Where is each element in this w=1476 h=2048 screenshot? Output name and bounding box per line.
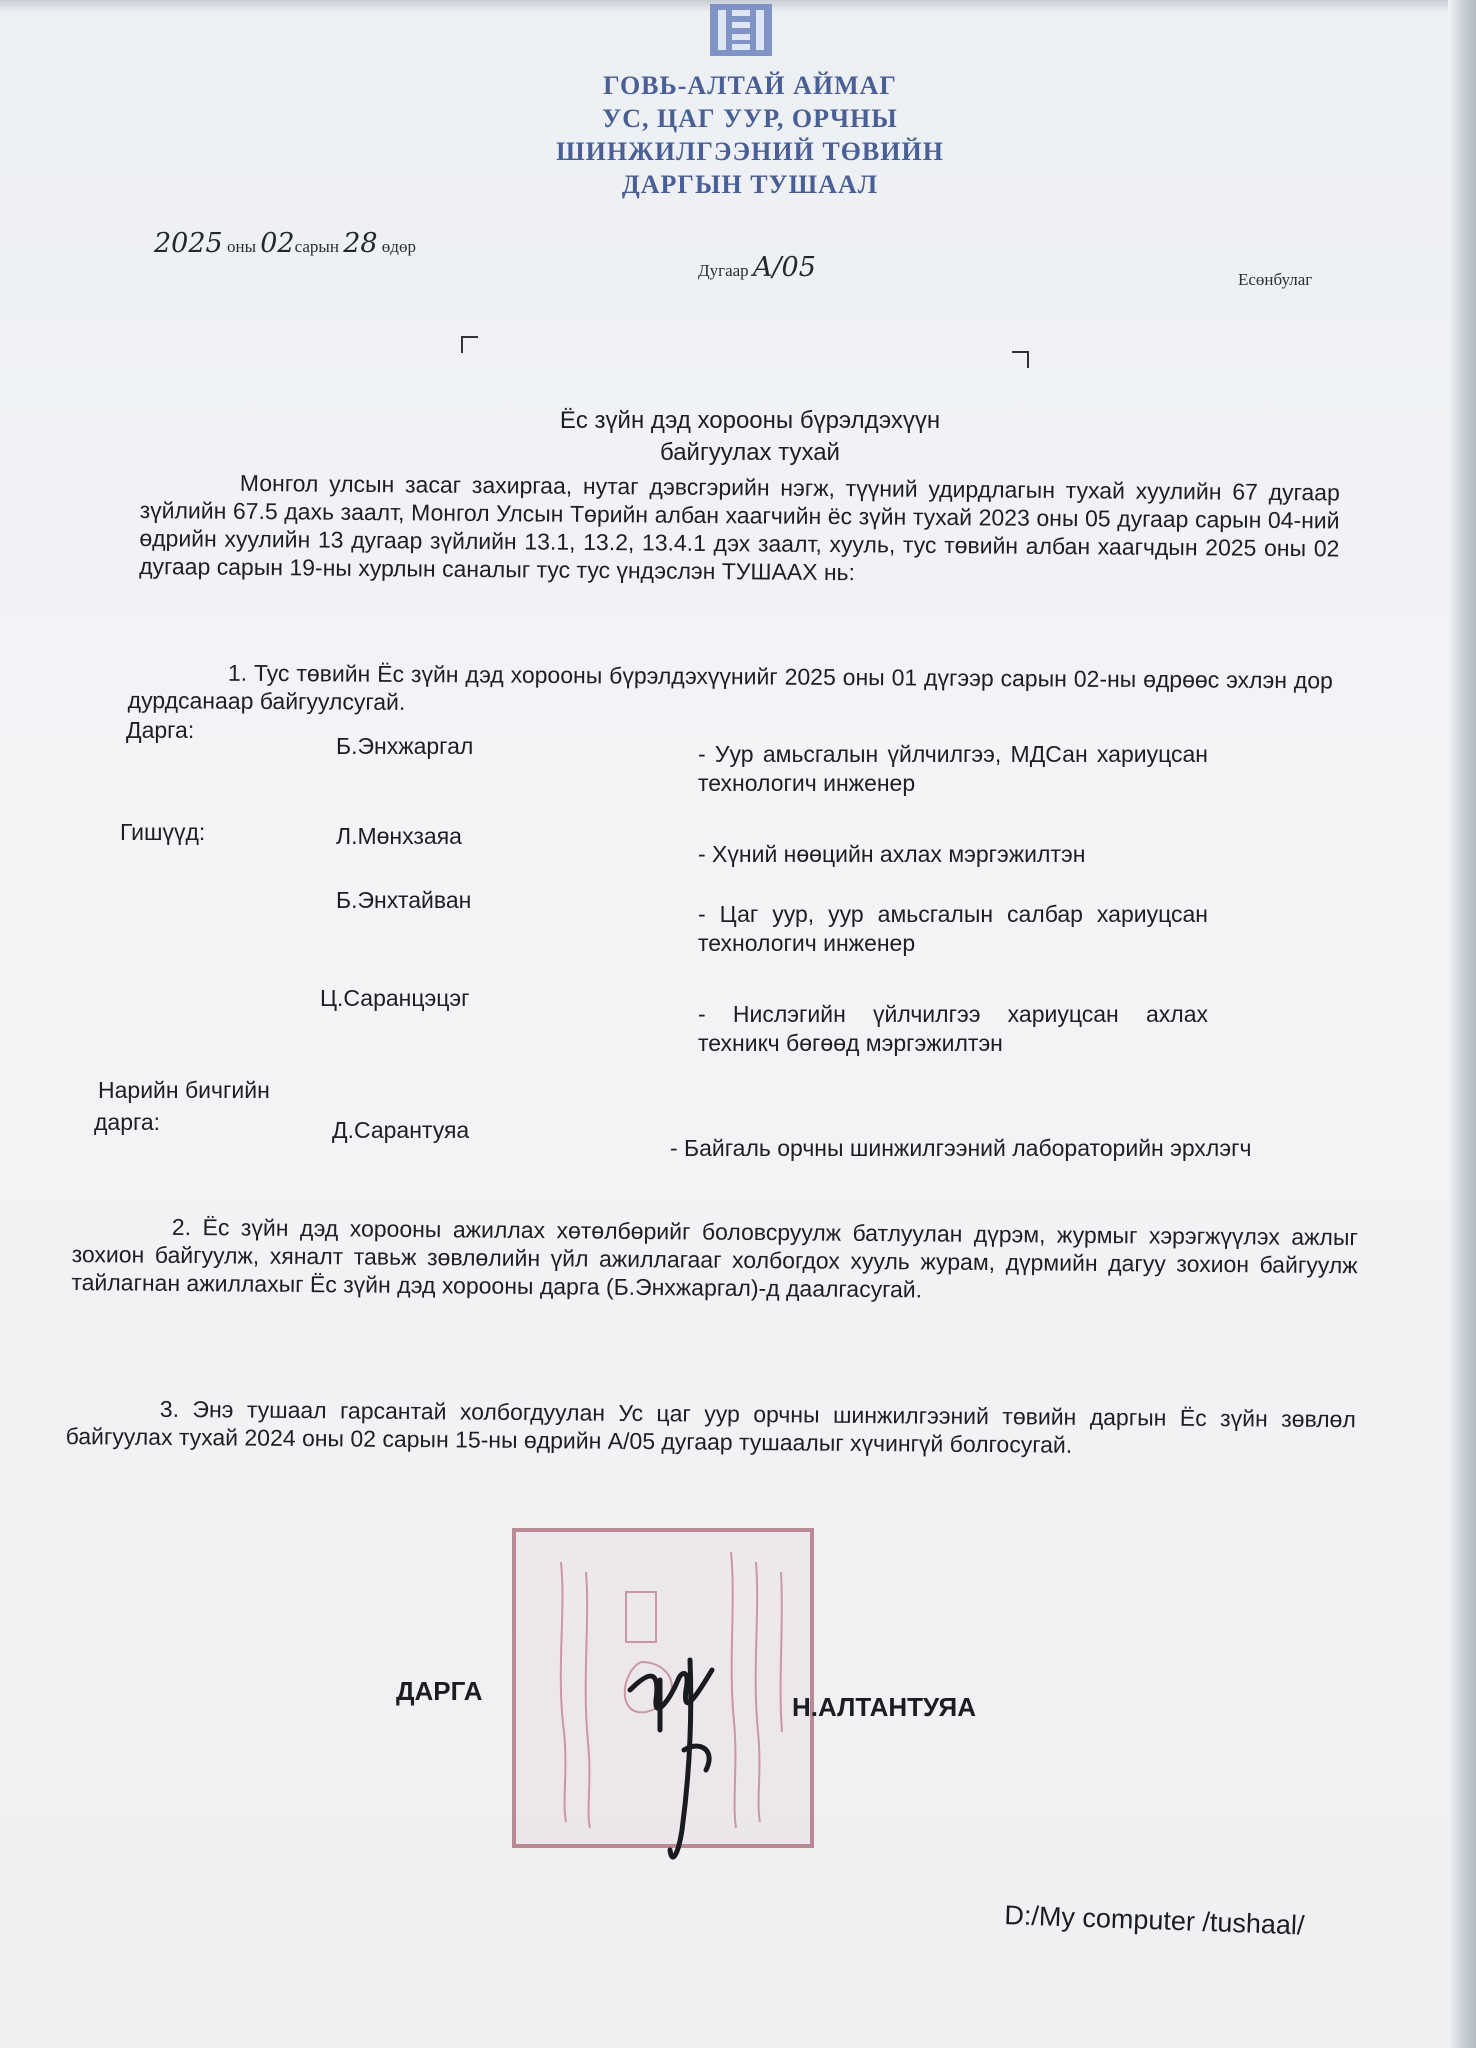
chair-label: Дарга: [126, 717, 195, 743]
state-emblem-icon [700, 0, 782, 60]
member-name-2: Л.Мөнхзаяа [336, 823, 462, 849]
signatory-position: ДАРГА [396, 1676, 483, 1706]
corner-mark-right-icon [1010, 350, 1030, 370]
order-number [698, 252, 816, 283]
document-title-line-2: байгуулах тухай [660, 439, 840, 466]
order-number-value: A/05 [752, 252, 816, 283]
date-month-label: сарын [294, 237, 339, 256]
date-day: 28 [343, 228, 378, 259]
member-role-4: - Нислэгийн үйлчилгээ хариуцсан ахлах техникч бөгөөд мэргэжилтэн [698, 1001, 1208, 1056]
date-month: 02 [260, 228, 295, 259]
member-role-2: - Хүний нөөцийн ахлах мэргэжилтэн [698, 841, 1086, 867]
member-name-4: Ц.Саранцэцэг [320, 985, 470, 1011]
preamble-paragraph: Монгол улсын засаг захиргаа, нутаг дэвсгэрийн нэгж, түүний удирдлагын тухай хуулийн 67 дугаар зүйлийн 67.5 дахь заалт, Монгол Улсын Төрийн албан хаагчийн ёс зүйн тухай 2023 оны 05 дугаар сарын 04-ний өдрийн хуулийн 13 дугаар зүйлийн 13.1, 13.2, 13.4.1 дэх заалт, хууль, тус төвийн албан хаагчдын 2025 оны 02 дугаар сарын 19-ны хурлын саналыг тус тус үндэслэн ТУШААХ нь: [139, 469, 1340, 586]
header-line-4: ДАРГЫН ТУШААЛ [621, 170, 879, 199]
page-edge [1448, 0, 1476, 2048]
member-name-1: Б.Энхжаргал [336, 733, 474, 759]
member-role-1: - Уур амьсгалын үйлчилгээ, МДСан хариуцсан технологич инженер [698, 741, 1208, 796]
date-year: 2025 [154, 228, 223, 259]
date-year-label: оны [226, 237, 256, 256]
signatory-name: Н.АЛТАНТУЯА [792, 1692, 977, 1722]
document-title-line-1: Ёс зүйн дэд хорооны бүрэлдэхүүн [559, 407, 941, 434]
secretary-label-line-1: Нарийн бичгийн [98, 1077, 270, 1103]
member-role-5: - Байгаль орчны шинжилгээний лабораторийн эрхлэгч [670, 1135, 1252, 1161]
header-line-3: ШИНЖИЛГЭЭНИЙ ТӨВИЙН [556, 137, 944, 166]
clause-2: 2. Ёс зүйн дэд хорооны ажиллах хөтөлбөрийг боловсруулж батлуулан дүрэм, журмыг хэрэгжүүлэх ажлыг зохион байгуулж, хяналт тавьж зөвлөлийн үйл ажиллагааг холбогдох хууль журам, дүрмийн дагуу зохион байгуулж тайлагнан ажиллахыг Ёс зүйн дэд хорооны дарга (Б.Энхжаргал)-д даалгасугай. [71, 1213, 1358, 1303]
header-line-1: ГОВЬ-АЛТАЙ АЙМАГ [603, 71, 897, 100]
place-name: Есөнбулаг [1238, 270, 1313, 289]
member-name-3: Б.Энхтайван [336, 887, 472, 913]
corner-mark-left-icon [460, 335, 480, 355]
secretary-label-line-2: дарга: [94, 1109, 161, 1135]
date-day-label: өдөр [381, 237, 416, 256]
signature-mark-icon [620, 1630, 730, 1870]
clause-3: 3. Энэ тушаал гарсантай холбогдуулан Ус цаг уур орчны шинжилгээний төвийн даргын Ёс зүйн зөвлөл байгуулах тухай 2024 оны 02 сарын 15-ны өдрийн А/05 дугаар тушаалыг хүчингүй болгосугай. [65, 1395, 1356, 1458]
header-line-2: УС, ЦАГ УУР, ОРЧНЫ [602, 104, 898, 133]
members-label: Гишүүд: [120, 819, 206, 845]
member-role-3: - Цаг уур, уур амьсгалын салбар хариуцсан технологич инженер [698, 901, 1208, 956]
file-path-footer: D:/My computer /tushaal/ [1003, 1900, 1305, 1941]
order-number-label: Дугаар [698, 261, 749, 280]
member-name-5: Д.Сарантуяа [332, 1117, 470, 1143]
clause-1: 1. Тус төвийн Ёс зүйн дэд хорооны бүрэлдэхүүнийг 2025 оны 01 дүгээр сарын 02-ны өдрөөс эхлэн дор дурдсанаар байгуулсугай. [127, 659, 1333, 715]
date-line [154, 228, 416, 259]
